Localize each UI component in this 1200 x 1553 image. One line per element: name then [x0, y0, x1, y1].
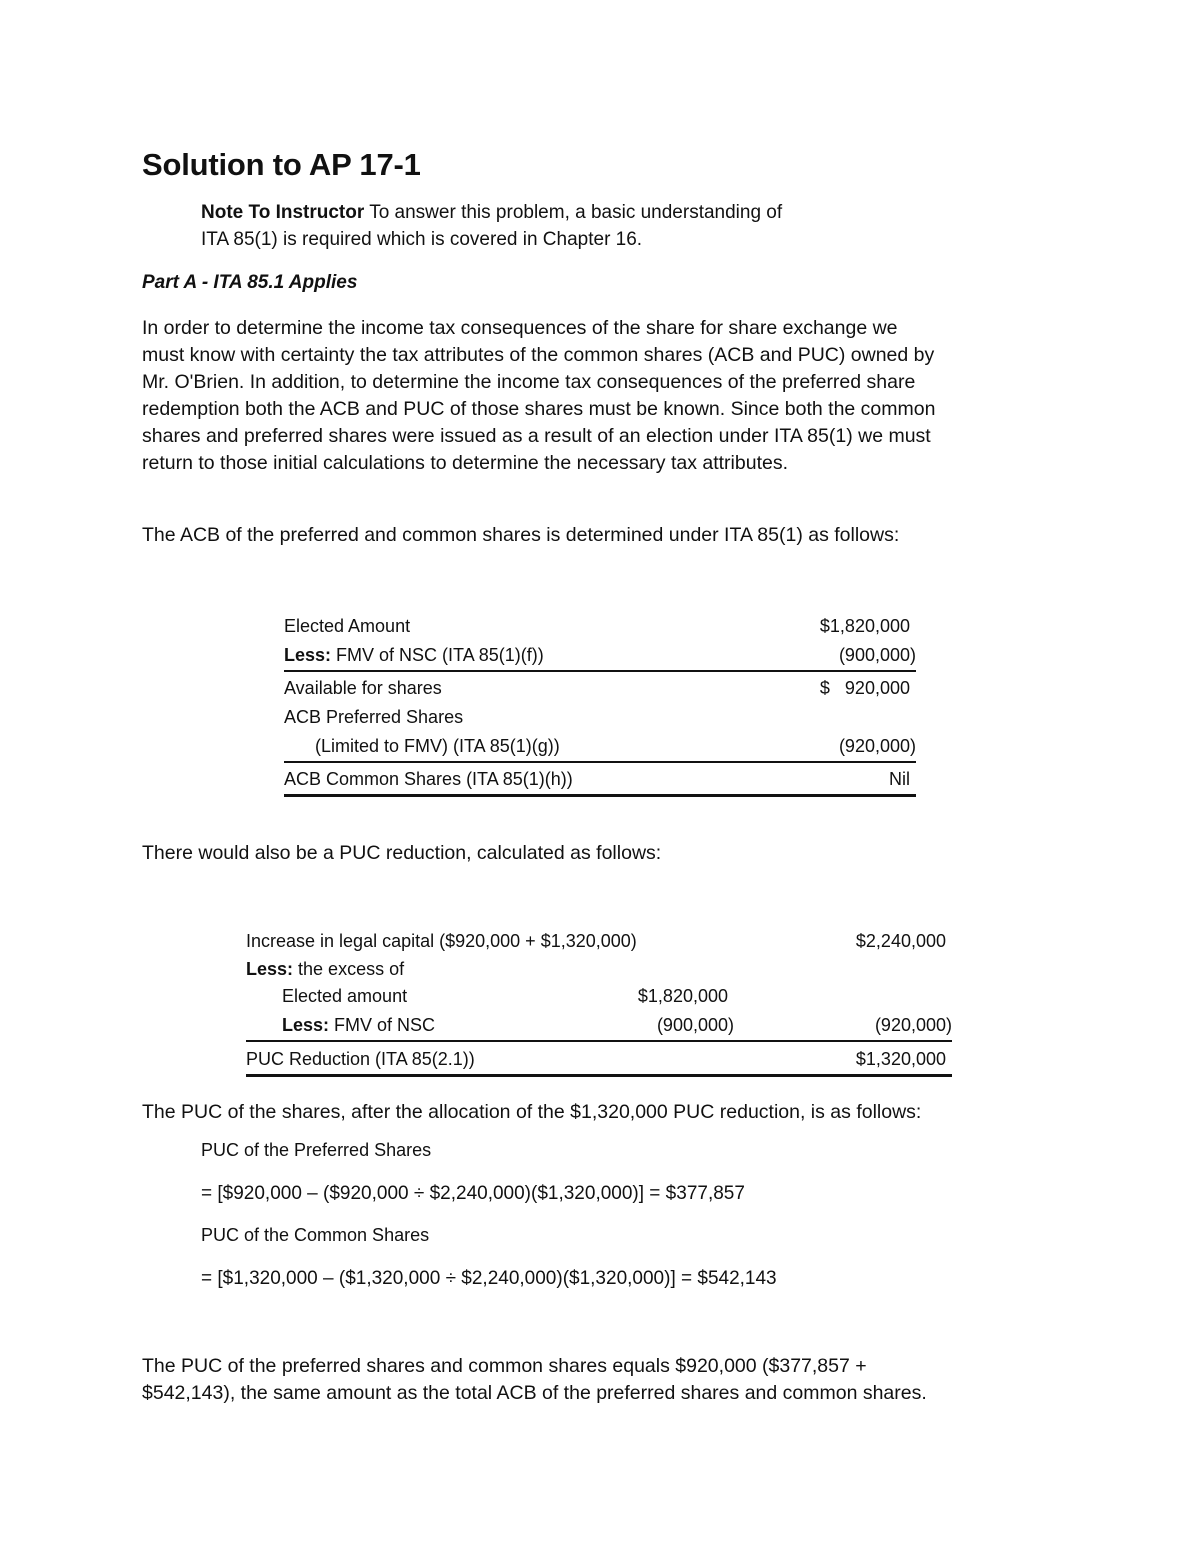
elected-amount-value: $1,820,000	[819, 616, 910, 636]
acb-common-label: ACB Common Shares (ITA 85(1)(h))	[284, 769, 573, 789]
elected-value: $1,820,000	[637, 986, 728, 1006]
less-fmv-value: (900,000)	[838, 645, 916, 665]
intro-line: must know with certainty the tax attributes of the common shares (ACB and PUC) owned by	[142, 344, 935, 366]
less-excess-label: Less: the excess of	[246, 959, 405, 979]
less-nsc-value: (920,000)	[874, 1015, 952, 1035]
available-value: $ 920,000	[819, 678, 910, 698]
note-text-2: ITA 85(1) is required which is covered in Chapter 16.	[201, 229, 643, 250]
puc-reduction-value: $1,320,000	[855, 1049, 946, 1069]
note-label: Note To Instructor	[201, 202, 365, 223]
limited-value: (920,000)	[838, 736, 916, 756]
table-row	[284, 765, 916, 797]
table-row	[246, 1011, 952, 1042]
puc-allocation-intro: The PUC of the shares, after the allocation of the $1,320,000 PUC reduction, is as follows:	[142, 1101, 922, 1123]
intro-line: shares and preferred shares were issued as a result of an election under ITA 85(1) we must	[142, 425, 931, 447]
puc-intro: There would also be a PUC reduction, calculated as follows:	[142, 842, 662, 864]
increase-value: $2,240,000	[855, 931, 946, 951]
acb-intro: The ACB of the preferred and common shares is determined under ITA 85(1) as follows:	[142, 524, 900, 546]
conclusion-paragraph	[142, 1353, 1042, 1407]
table-row	[246, 927, 952, 956]
note-to-instructor	[201, 199, 901, 253]
puc-table	[246, 927, 952, 1077]
conclusion-line: $542,143), the same amount as the total ACB of the preferred shares and common shares.	[142, 1382, 927, 1404]
page-title: Solution to AP 17-1	[142, 147, 421, 182]
less-fmv-label: Less: FMV of NSC (ITA 85(1)(f))	[284, 645, 544, 665]
table-row	[284, 732, 916, 763]
table-row	[284, 641, 916, 672]
acb-table	[284, 612, 916, 797]
table-row	[284, 674, 916, 703]
elected-amount-label: Elected Amount	[284, 616, 411, 636]
puc-common-label: PUC of the Common Shares	[201, 1225, 430, 1245]
elected-label: Elected amount	[282, 986, 408, 1006]
less-nsc-label: Less: FMV of NSC	[282, 1015, 436, 1035]
part-a-heading: Part A - ITA 85.1 Applies	[142, 272, 358, 293]
limited-label: (Limited to FMV) (ITA 85(1)(g))	[315, 736, 560, 756]
table-row	[246, 1044, 952, 1077]
intro-paragraph	[142, 315, 1042, 477]
intro-line: redemption both the ACB and PUC of those shares must be known. Since both the common	[142, 398, 936, 420]
table-row	[246, 956, 952, 982]
table-row	[284, 703, 916, 732]
puc-reduction-label: PUC Reduction (ITA 85(2.1))	[246, 1049, 475, 1069]
intro-line: In order to determine the income tax consequences of the share for share exchange we	[142, 317, 898, 339]
conclusion-line: The PUC of the preferred shares and common shares equals $920,000 ($377,857 +	[142, 1355, 867, 1377]
acb-preferred-label: ACB Preferred Shares	[284, 707, 464, 727]
available-label: Available for shares	[284, 678, 442, 698]
table-row	[246, 982, 952, 1011]
increase-label: Increase in legal capital ($920,000 + $1,320,000)	[246, 931, 637, 951]
intro-line: return to those initial calculations to determine the necessary tax attributes.	[142, 452, 789, 474]
table-row	[284, 612, 916, 641]
puc-preferred-formula: = [$920,000 – ($920,000 ÷ $2,240,000)($1,320,000)] = $377,857	[201, 1183, 745, 1204]
intro-line: Mr. O'Brien. In addition, to determine the income tax consequences of the preferred share	[142, 371, 916, 393]
less-nsc-mid: (900,000)	[656, 1015, 734, 1035]
puc-common-formula: = [$1,320,000 – ($1,320,000 ÷ $2,240,000)($1,320,000)] = $542,143	[201, 1268, 777, 1289]
puc-preferred-label: PUC of the Preferred Shares	[201, 1140, 432, 1160]
acb-common-value: Nil	[889, 769, 910, 789]
note-text: To answer this problem, a basic understanding of	[364, 202, 783, 223]
